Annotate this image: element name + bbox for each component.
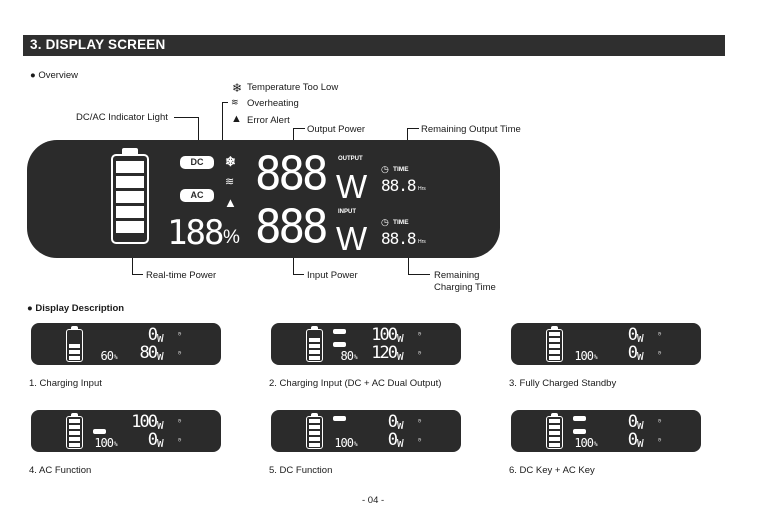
clock-icon: ◷: [178, 418, 182, 424]
mini-output-unit: W: [637, 332, 644, 345]
battery-cell: [549, 356, 560, 360]
clock-icon: ◷: [658, 437, 662, 443]
dc-indicator: [333, 416, 346, 421]
ac-indicator: [93, 429, 106, 434]
mini-output-unit: W: [157, 419, 164, 432]
clock-icon: ◷: [178, 331, 182, 337]
mini-percent-sign: %: [594, 441, 598, 448]
battery-cell: [309, 350, 320, 354]
mini-percent-sign: %: [114, 354, 118, 361]
mini-caption: 6. DC Key + AC Key: [509, 465, 595, 476]
mini-percent: 80: [340, 349, 353, 363]
mini-percent-sign: %: [354, 354, 358, 361]
snowflake-icon: ❄: [225, 154, 236, 169]
mini-input-digits: 80: [139, 343, 156, 363]
battery-cell: [69, 344, 80, 348]
battery-cell: [549, 419, 560, 423]
battery-cell: [69, 350, 80, 354]
legend-error-alert: Error Alert: [247, 115, 290, 126]
battery-cell: [69, 356, 80, 360]
percent-sign: %: [223, 227, 240, 248]
battery-percent: 188: [167, 213, 223, 253]
warning-triangle-icon: ▲: [224, 195, 237, 210]
battery-cell: [69, 419, 80, 423]
dc-indicator: [333, 329, 346, 334]
battery-cell: [309, 419, 320, 423]
mini-percent-sign: %: [114, 441, 118, 448]
mini-display: [511, 410, 701, 452]
time-tag-input: TIME: [393, 219, 409, 226]
hrs-label-output: Hrs: [418, 186, 426, 192]
callout-remaining-charging-1: Remaining: [434, 270, 480, 281]
hrs-label-input: Hrs: [418, 239, 426, 245]
input-tag: INPUT: [338, 209, 356, 215]
battery-cell: [309, 437, 320, 441]
legend-overheating: Overheating: [247, 98, 299, 109]
mini-input-unit: W: [157, 350, 164, 363]
mini-input-unit: W: [397, 350, 404, 363]
heat-waves-icon: ≋: [231, 97, 239, 107]
mini-percent: 100: [574, 349, 593, 363]
input-unit: W: [336, 220, 368, 257]
warning-triangle-icon: ▲: [231, 113, 242, 125]
ac-indicator: [333, 342, 346, 347]
clock-icon: ◷: [381, 164, 389, 174]
mini-percent: 60: [100, 349, 113, 363]
mini-input-digits: 0: [147, 430, 156, 450]
mini-percent: 100: [574, 436, 593, 450]
mini-percent-sign: %: [354, 441, 358, 448]
mini-percent-sign: %: [594, 354, 598, 361]
battery-cell: [69, 443, 80, 447]
mini-output-unit: W: [637, 419, 644, 432]
clock-icon: ◷: [418, 437, 422, 443]
output-tag: OUTPUT: [338, 156, 363, 162]
mini-display: [31, 410, 221, 452]
battery-cell: [549, 431, 560, 435]
input-power-digits: 888: [255, 200, 326, 255]
mini-input-digits: 0: [627, 343, 636, 363]
output-time-digits: 88.8: [381, 176, 416, 195]
legend-temp-low: Temperature Too Low: [247, 82, 339, 93]
clock-icon: ◷: [658, 350, 662, 356]
battery-cell: [309, 338, 320, 342]
callout-remaining-output-time: Remaining Output Time: [421, 124, 521, 135]
mini-output-unit: W: [157, 332, 164, 345]
mini-input-unit: W: [637, 437, 644, 450]
dc-indicator: DC: [180, 156, 214, 169]
battery-cell: [309, 356, 320, 360]
mini-input-digits: 0: [387, 430, 396, 450]
mini-output-digits: 100: [131, 412, 156, 432]
clock-icon: ◷: [658, 418, 662, 424]
mini-output-digits: 0: [147, 325, 156, 345]
mini-percent: 100: [94, 436, 113, 450]
overview-heading: ● Overview: [30, 70, 78, 81]
mini-output-digits: 0: [387, 412, 396, 432]
output-unit: W: [336, 168, 368, 205]
battery-cell: [69, 437, 80, 441]
mini-caption: 1. Charging Input: [29, 378, 102, 389]
mini-display: [271, 323, 461, 365]
mini-input-unit: W: [397, 437, 404, 450]
mini-display: [31, 323, 221, 365]
mini-output-digits: 0: [627, 325, 636, 345]
battery-cell: [549, 338, 560, 342]
battery-cell: [549, 332, 560, 336]
mini-output-unit: W: [397, 332, 404, 345]
mini-caption: 2. Charging Input (DC + AC Dual Output): [269, 378, 442, 389]
mini-display: [511, 323, 701, 365]
battery-cell: [309, 344, 320, 348]
mini-display: [271, 410, 461, 452]
clock-icon: ◷: [418, 331, 422, 337]
ac-indicator: AC: [180, 189, 214, 202]
battery-cell: [69, 425, 80, 429]
mini-caption: 4. AC Function: [29, 465, 92, 476]
callout-dc-ac-light: DC/AC Indicator Light: [76, 112, 168, 123]
battery-cell: [549, 350, 560, 354]
heat-waves-icon: ≋: [225, 176, 235, 188]
clock-icon: ◷: [658, 331, 662, 337]
input-time-digits: 88.8: [381, 229, 416, 248]
section-title: 3. DISPLAY SCREEN: [30, 37, 166, 52]
snowflake-icon: ❄: [232, 81, 243, 95]
mini-caption: 5. DC Function: [269, 465, 333, 476]
section-banner: [23, 35, 725, 56]
output-power-digits: 888: [255, 147, 326, 202]
battery-cell: [549, 443, 560, 447]
callout-realtime-power: Real-time Power: [146, 270, 217, 281]
page-number: - 04 -: [362, 495, 385, 506]
callout-output-power: Output Power: [307, 124, 366, 135]
time-tag-output: TIME: [393, 166, 409, 173]
mini-output-digits: 0: [627, 412, 636, 432]
mini-input-digits: 0: [627, 430, 636, 450]
mini-percent: 100: [334, 436, 353, 450]
clock-icon: ◷: [418, 350, 422, 356]
clock-icon: ◷: [178, 350, 182, 356]
mini-caption: 3. Fully Charged Standby: [509, 378, 617, 389]
battery-cell: [549, 344, 560, 348]
battery-cell: [549, 425, 560, 429]
clock-icon: ◷: [418, 418, 422, 424]
battery-cell: [549, 437, 560, 441]
battery-cell: [309, 431, 320, 435]
clock-icon: ◷: [178, 437, 182, 443]
display-description-heading: ● Display Description: [27, 303, 125, 314]
display-screen: [27, 140, 500, 258]
battery-cell: [69, 431, 80, 435]
mini-input-unit: W: [637, 350, 644, 363]
mini-output-digits: 100: [371, 325, 396, 345]
callout-input-power: Input Power: [307, 270, 358, 281]
clock-icon: ◷: [381, 217, 389, 227]
dc-indicator: [573, 416, 586, 421]
battery-cell: [309, 443, 320, 447]
ac-indicator: [573, 429, 586, 434]
mini-input-digits: 120: [371, 343, 396, 363]
battery-cell: [309, 425, 320, 429]
mini-output-unit: W: [397, 419, 404, 432]
mini-input-unit: W: [157, 437, 164, 450]
callout-remaining-charging-2: Charging Time: [434, 282, 496, 293]
